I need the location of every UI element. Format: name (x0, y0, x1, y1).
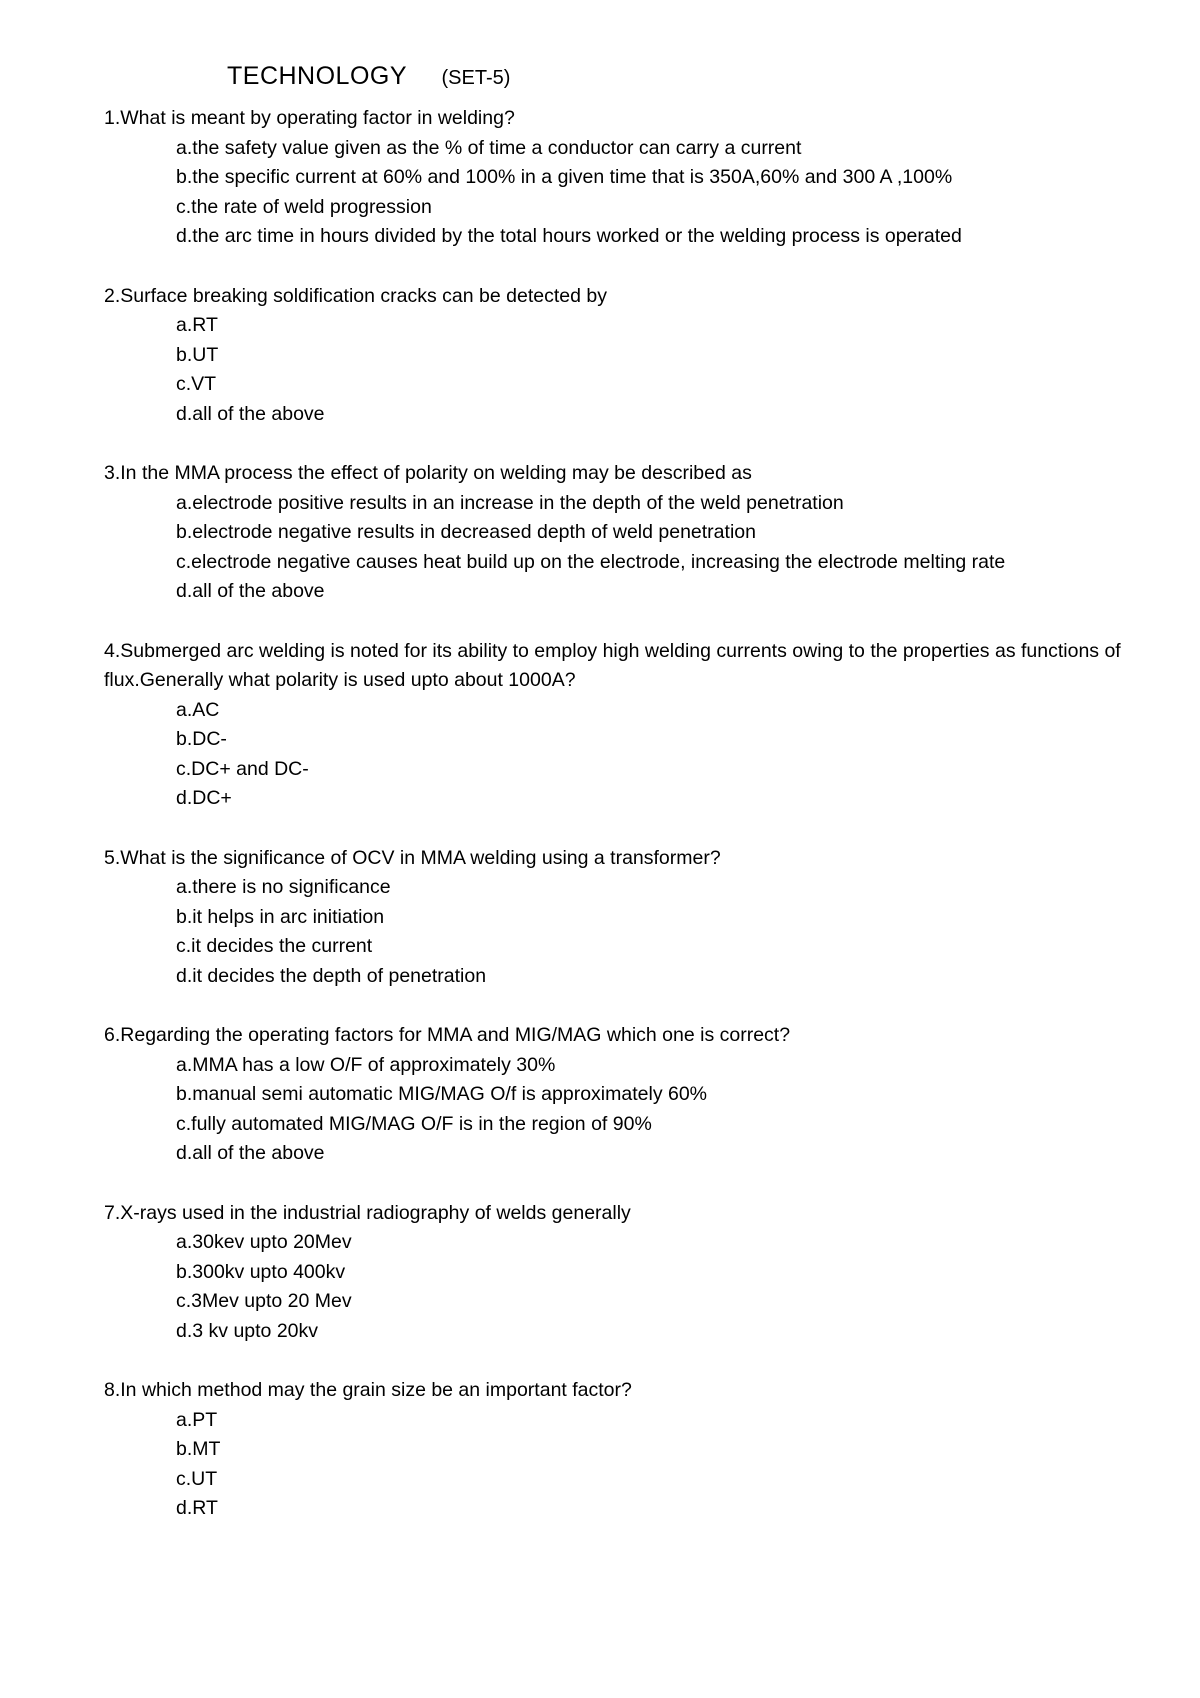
option-list (104, 311, 1164, 429)
question-text: 1.What is meant by operating factor in welding? (104, 107, 515, 129)
answer-option: b.MT (176, 1438, 221, 1460)
question-block (104, 637, 1164, 814)
answer-option: a.PT (176, 1408, 218, 1431)
question-block (104, 1021, 1164, 1169)
question-block (104, 1199, 1164, 1347)
answer-option: c.the rate of weld progression (176, 195, 432, 218)
question-text: 6.Regarding the operating factors for MMA and MIG/MAG which one is correct? (104, 1024, 791, 1046)
option-list (104, 1228, 1164, 1346)
answer-option: b.electrode negative results in decreased depth of weld penetration (176, 521, 756, 543)
set-label: (SET-5) (441, 67, 511, 89)
question-text: 5.What is the significance of OCV in MMA welding using a transformer? (104, 846, 721, 869)
question-text: 8.In which method may the grain size be an important factor? (104, 1379, 632, 1401)
answer-option: c.it decides the current (176, 935, 373, 957)
answer-option: a.AC (176, 698, 220, 721)
option-list (104, 696, 1164, 814)
answer-option: c.UT (176, 1467, 218, 1490)
answer-option: c.fully automated MIG/MAG O/F is in the region of 90% (176, 1112, 652, 1135)
option-list (104, 134, 1164, 252)
question-block (104, 104, 1164, 252)
answer-option: d.all of the above (176, 580, 325, 602)
answer-option: b.it helps in arc initiation (176, 905, 385, 928)
answer-option: d.all of the above (176, 402, 325, 425)
question-text: 2.Surface breaking soldification cracks can be detected by (104, 284, 607, 307)
question-text: 3.In the MMA process the effect of polarity on welding may be described as (104, 462, 752, 484)
answer-option: d.3 kv upto 20kv (176, 1319, 319, 1342)
question-block (104, 1376, 1164, 1524)
title-row (227, 62, 510, 91)
answer-option: a.RT (176, 314, 218, 336)
answer-option: a.MMA has a low O/F of approximately 30% (176, 1053, 556, 1076)
answer-option: c.VT (176, 373, 217, 395)
answer-option: d.RT (176, 1497, 218, 1519)
question-block (104, 844, 1164, 992)
question-list (104, 104, 1164, 1554)
answer-option: b.DC- (176, 728, 227, 750)
question-block (104, 282, 1164, 430)
answer-option: a.there is no significance (176, 876, 391, 898)
answer-option: c.3Mev upto 20 Mev (176, 1290, 352, 1312)
option-list (104, 873, 1164, 991)
answer-option: d.DC+ (176, 787, 232, 809)
answer-option: a.the safety value given as the % of time a conductor can carry a current (176, 136, 802, 159)
option-list (104, 1051, 1164, 1169)
question-block (104, 459, 1164, 607)
answer-option: d.it decides the depth of penetration (176, 964, 487, 987)
answer-option: a.electrode positive results in an increase in the depth of the weld penetration (176, 491, 844, 514)
answer-option: d.the arc time in hours divided by the total hours worked or the welding process is operated (176, 225, 962, 247)
answer-option: b.manual semi automatic MIG/MAG O/f is approximately 60% (176, 1083, 708, 1105)
answer-option: c.electrode negative causes heat build up on the electrode, increasing the electrode melting rate (176, 550, 1006, 573)
question-text: 7.X-rays used in the industrial radiography of welds generally (104, 1201, 631, 1224)
answer-option: b.the specific current at 60% and 100% in a given time that is 350A,60% and 300 A ,100% (176, 166, 953, 188)
question-text: 4.Submerged arc welding is noted for its ability to employ high welding currents owing to the properties as functions of flux.Generally what polarity is used upto about 1000A? (104, 639, 1121, 691)
option-list (104, 1406, 1164, 1524)
answer-option: d.all of the above (176, 1142, 325, 1164)
answer-option: b.300kv upto 400kv (176, 1260, 346, 1283)
document-title: TECHNOLOGY (227, 62, 408, 90)
answer-option: b.UT (176, 343, 219, 366)
answer-option: c.DC+ and DC- (176, 757, 309, 780)
option-list (104, 489, 1164, 607)
answer-option: a.30kev upto 20Mev (176, 1231, 352, 1253)
